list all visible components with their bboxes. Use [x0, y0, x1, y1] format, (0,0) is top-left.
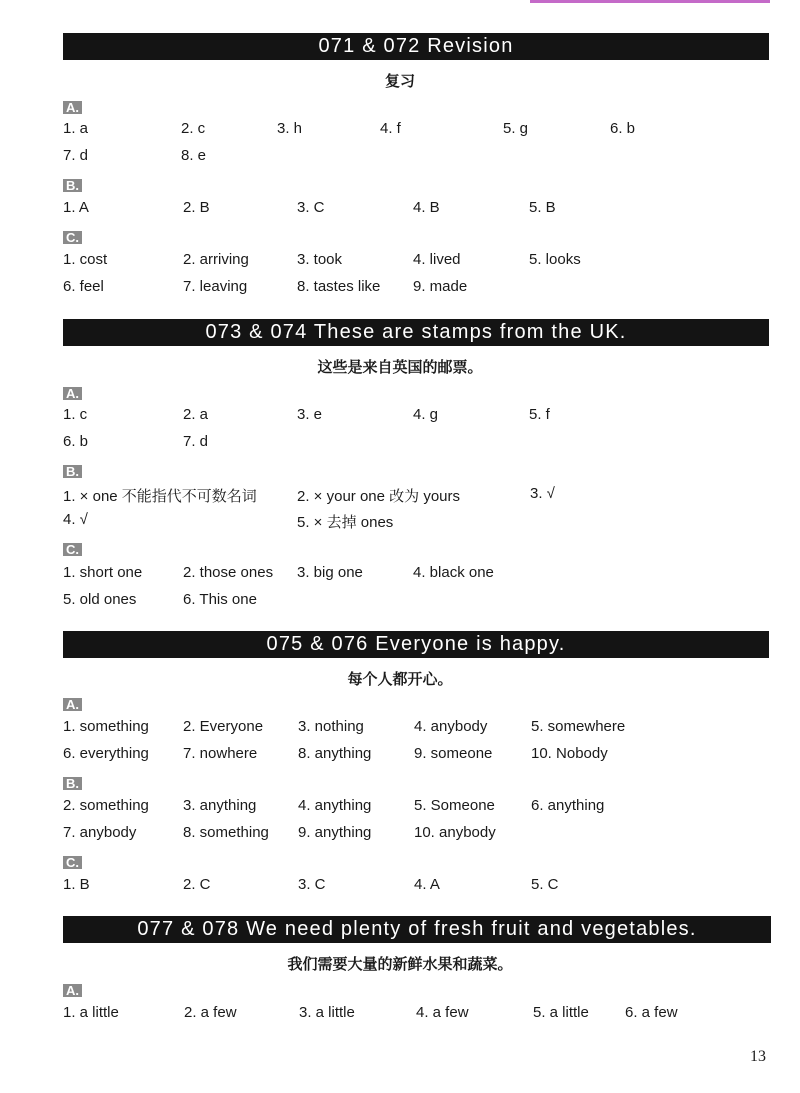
answer-item: 5. × 去掉 ones: [297, 514, 394, 531]
answer-item: 9. anything: [298, 824, 372, 841]
answer-item: 6. b: [63, 433, 89, 450]
answer-item: 8. tastes like: [297, 278, 381, 295]
answer-item: 7. d: [63, 147, 89, 164]
answer-item: 5. g: [503, 120, 529, 137]
answer-item: 4. A: [414, 876, 440, 893]
section-title-bar: 071 & 072 Revision: [63, 33, 769, 60]
group-label-b: B.: [63, 777, 82, 790]
answer-item: 5. somewhere: [531, 718, 626, 735]
answer-item: 1. c: [63, 406, 88, 423]
answer-item: 5. looks: [529, 251, 581, 268]
answer-item: 5. f: [529, 406, 550, 423]
section-subtitle: 这些是来自英国的邮票。: [317, 359, 483, 376]
answer-item: 9. someone: [414, 745, 493, 762]
answer-item: 4. g: [413, 406, 439, 423]
group-label-a: A.: [63, 101, 82, 114]
top-accent-line: [530, 0, 770, 3]
answer-item: 1. × one 不能指代不可数名词: [63, 488, 257, 505]
section-title-bar: 075 & 076 Everyone is happy.: [63, 631, 769, 658]
answer-item: 3. nothing: [298, 718, 364, 735]
answer-item: 1. A: [63, 199, 89, 216]
answer-item: 3. √: [530, 485, 555, 502]
answer-item: 3. C: [298, 876, 326, 893]
answer-item: 8. something: [183, 824, 269, 841]
answer-item: 2. C: [183, 876, 211, 893]
answer-item: 10. Nobody: [531, 745, 608, 762]
answer-item: 3. h: [277, 120, 303, 137]
answer-item: 7. anybody: [63, 824, 137, 841]
answer-item: 1. cost: [63, 251, 108, 268]
answer-item: 2. c: [181, 120, 206, 137]
group-label-c: C.: [63, 231, 82, 244]
answer-item: 4. anything: [298, 797, 372, 814]
answer-item: 10. anybody: [414, 824, 496, 841]
answer-item: 8. e: [181, 147, 207, 164]
answer-item: 3. took: [297, 251, 343, 268]
group-label-a: A.: [63, 984, 82, 997]
group-label-c: C.: [63, 543, 82, 556]
answer-item: 4. f: [380, 120, 401, 137]
answer-item: 6. This one: [183, 591, 257, 608]
answer-item: 2. something: [63, 797, 149, 814]
answer-item: 2. Everyone: [183, 718, 264, 735]
answer-item: 1. something: [63, 718, 149, 735]
answer-item: 1. a: [63, 120, 89, 137]
section-title-bar: 077 & 078 We need plenty of fresh fruit and vegetables.: [63, 916, 771, 943]
answer-item: 4. B: [413, 199, 440, 216]
answer-item: 6. everything: [63, 745, 149, 762]
answer-item: 6. feel: [63, 278, 104, 295]
answer-item: 9. made: [413, 278, 468, 295]
answer-item: 4. black one: [413, 564, 494, 581]
answer-item: 2. arriving: [183, 251, 249, 268]
page-number: 13: [750, 1048, 766, 1065]
answer-item: 1. B: [63, 876, 90, 893]
group-label-b: B.: [63, 465, 82, 478]
answer-item: 7. d: [183, 433, 209, 450]
answer-item: 4. anybody: [414, 718, 488, 735]
section-subtitle: 我们需要大量的新鲜水果和蔬菜。: [287, 956, 513, 973]
answer-item: 3. a little: [299, 1004, 355, 1021]
answer-item: 2. B: [183, 199, 210, 216]
group-label-a: A.: [63, 387, 82, 400]
answer-item: 7. leaving: [183, 278, 248, 295]
group-label-c: C.: [63, 856, 82, 869]
answer-item: 2. × your one 改为 yours: [297, 488, 460, 505]
answer-item: 2. those ones: [183, 564, 274, 581]
group-label-a: A.: [63, 698, 82, 711]
answer-item: 3. e: [297, 406, 323, 423]
answer-item: 5. C: [531, 876, 559, 893]
answer-item: 3. C: [297, 199, 325, 216]
answer-item: 5. a little: [533, 1004, 589, 1021]
answer-item: 4. a few: [416, 1004, 469, 1021]
answer-item: 5. B: [529, 199, 556, 216]
answer-item: 2. a few: [184, 1004, 237, 1021]
answer-item: 6. a few: [625, 1004, 678, 1021]
group-label-b: B.: [63, 179, 82, 192]
answer-item: 3. anything: [183, 797, 257, 814]
answer-item: 8. anything: [298, 745, 372, 762]
section-subtitle: 复习: [384, 73, 415, 90]
answer-item: 6. b: [610, 120, 636, 137]
answer-item: 7. nowhere: [183, 745, 258, 762]
answer-item: 5. Someone: [414, 797, 495, 814]
answer-item: 2. a: [183, 406, 209, 423]
section-subtitle: 每个人都开心。: [347, 671, 453, 688]
answer-item: 3. big one: [297, 564, 363, 581]
answer-item: 1. a little: [63, 1004, 119, 1021]
answer-item: 6. anything: [531, 797, 605, 814]
answer-item: 4. √: [63, 511, 88, 528]
answer-item: 5. old ones: [63, 591, 137, 608]
answer-item: 4. lived: [413, 251, 461, 268]
section-title-bar: 073 & 074 These are stamps from the UK.: [63, 319, 769, 346]
answer-item: 1. short one: [63, 564, 143, 581]
